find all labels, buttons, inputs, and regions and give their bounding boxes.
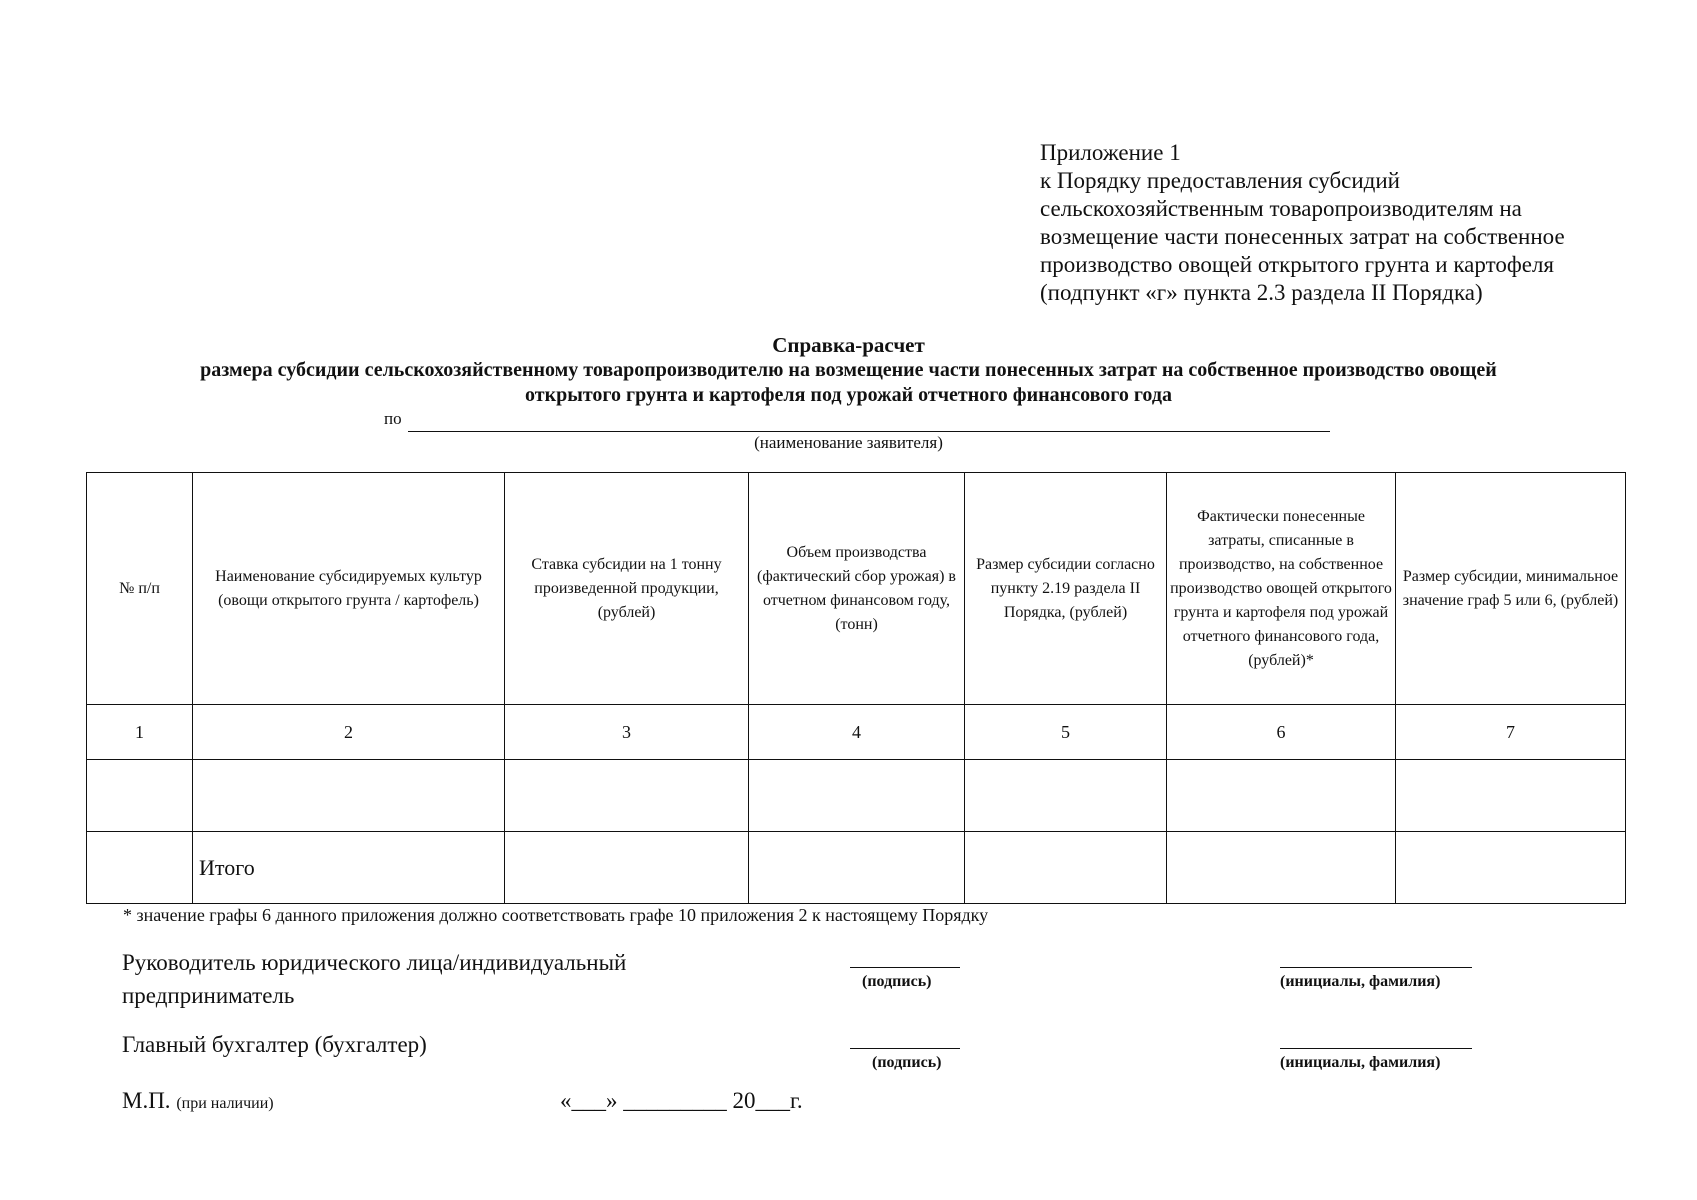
data-cell[interactable] (1167, 760, 1396, 832)
column-number-cell: 5 (965, 705, 1167, 760)
accountant-signature-caption: (подпись) (872, 1054, 942, 1071)
data-cell[interactable] (193, 760, 505, 832)
head-signature-line[interactable] (850, 966, 960, 968)
header-cell-crop-name: Наименование субсидируемых культур (овощи открытого грунта / картофель) (193, 473, 505, 705)
data-cell[interactable] (1396, 832, 1626, 904)
total-label: Итого (193, 832, 505, 904)
document-subtitle-line2: открытого грунта и картофеля под урожай отчетного финансового года (525, 384, 1172, 406)
annex-line: (подпункт «г» пункта 2.3 раздела II Порядка) (1040, 280, 1483, 305)
data-cell[interactable] (87, 760, 193, 832)
head-label-line2: предприниматель (122, 983, 295, 1008)
calculation-table (86, 472, 1626, 904)
data-cell[interactable] (1396, 760, 1626, 832)
head-label-line1: Руководитель юридического лица/индивидуальный (122, 950, 627, 975)
data-cell[interactable] (965, 760, 1167, 832)
applicant-po-label: по (384, 409, 402, 428)
column-number-cell: 4 (749, 705, 965, 760)
head-initials-line[interactable] (1280, 966, 1472, 968)
head-signature-caption: (подпись) (862, 973, 932, 990)
header-cell-number: № п/п (87, 473, 193, 705)
annex-line: к Порядку предоставления субсидий (1040, 168, 1400, 193)
header-cell-subsidy-size: Размер субсидии согласно пункту 2.19 раздела II Порядка, (рублей) (965, 473, 1167, 705)
data-cell[interactable] (505, 760, 749, 832)
accountant-initials-caption: (инициалы, фамилия) (1280, 1054, 1441, 1071)
table-column-numbers-row (87, 705, 1626, 760)
header-cell-min-subsidy: Размер субсидии, минимальное значение граф 5 или 6, (рублей) (1396, 473, 1626, 705)
accountant-signature-label: Главный бухгалтер (бухгалтер) (122, 1032, 427, 1057)
column-number-cell: 6 (1167, 705, 1396, 760)
applicant-caption: (наименование заявителя) (754, 433, 943, 452)
column-number-cell: 1 (87, 705, 193, 760)
annex-line: возмещение части понесенных затрат на собственное (1040, 224, 1565, 249)
stamp-mp-label: М.П. (122, 1088, 171, 1113)
annex-line: Приложение 1 (1040, 140, 1181, 165)
data-cell[interactable] (965, 832, 1167, 904)
annex-line: сельскохозяйственным товаропроизводителям на (1040, 196, 1522, 221)
document-title: Справка-расчет (772, 333, 925, 357)
data-cell[interactable] (749, 760, 965, 832)
column-number-cell: 7 (1396, 705, 1626, 760)
applicant-name-line (408, 430, 1330, 432)
stamp-place (122, 1088, 274, 1114)
data-cell[interactable] (505, 832, 749, 904)
data-cell[interactable] (1167, 832, 1396, 904)
header-cell-volume: Объем производства (фактический сбор урожая) в отчетном финансовом году, (тонн) (749, 473, 965, 705)
column-number-cell: 3 (505, 705, 749, 760)
table-row (87, 760, 1626, 832)
column-number-cell: 2 (193, 705, 505, 760)
data-cell[interactable] (749, 832, 965, 904)
header-cell-actual-costs: Фактически понесенные затраты, списанные в производство, на собственное производство овощей открытого грунта и картофеля под урожай отчетного финансового года, (рублей)* (1167, 473, 1396, 705)
table-total-row (87, 832, 1626, 904)
stamp-mp-note: (при наличии) (176, 1095, 274, 1112)
header-cell-rate: Ставка субсидии на 1 тонну произведенной продукции, (рублей) (505, 473, 749, 705)
head-initials-caption: (инициалы, фамилия) (1280, 973, 1441, 990)
accountant-signature-line[interactable] (850, 1047, 960, 1049)
table-header-row (87, 473, 1626, 705)
data-cell[interactable] (87, 832, 193, 904)
footnote: * значение графы 6 данного приложения должно соответствовать графе 10 приложения 2 к настоящему Порядку (123, 905, 989, 925)
annex-line: производство овощей открытого грунта и картофеля (1040, 252, 1555, 277)
document-subtitle-line1: размера субсидии сельскохозяйственному товаропроизводителю на возмещение части понесенных затрат на собственное производство овощей (200, 359, 1497, 381)
head-signature-label (122, 946, 626, 1012)
accountant-initials-line[interactable] (1280, 1047, 1472, 1049)
annex-block (1040, 139, 1565, 307)
date-field[interactable]: «___» _________ 20___г. (560, 1088, 803, 1113)
